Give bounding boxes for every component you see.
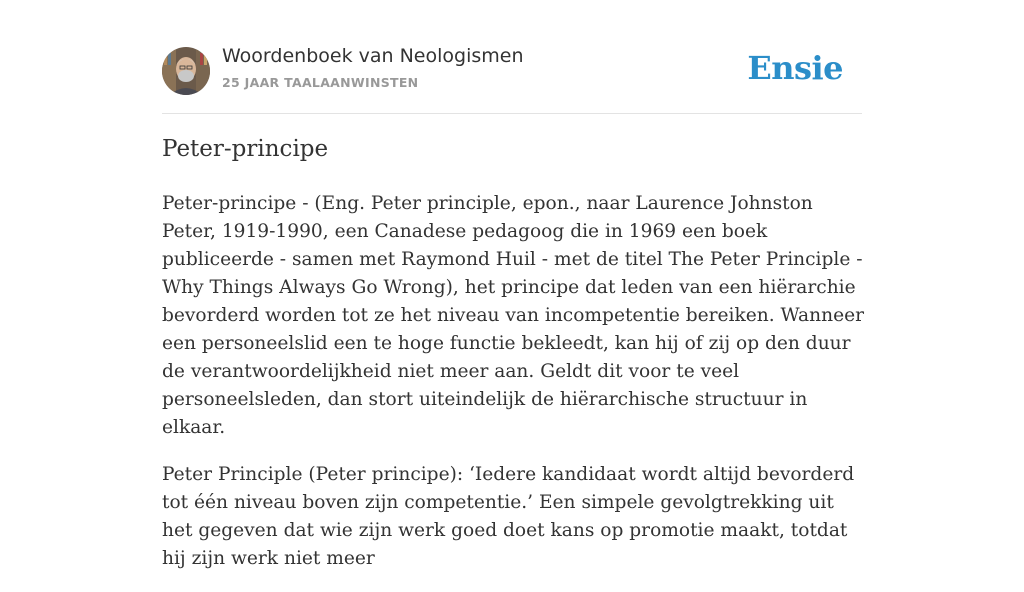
ensie-logo-link[interactable]: Ensie <box>747 49 843 87</box>
page-title: Peter-principe <box>162 136 329 162</box>
page-container <box>162 0 864 569</box>
author-avatar[interactable] <box>162 47 210 95</box>
article-paragraph: Peter-principe - (Eng. Peter principle, epon., naar Laurence Johnston Peter, 1919-1990, een Canadese pedagoog die in 1969 een boek publiceerde - samen met Raymond Huil - met de titel The Peter Principle - Why Things Always Go Wrong), het principe dat leden van een hiërarchie bevorderd worden tot ze het niveau van incompetentie bereiken. Wanneer een personeelslid een te hoge functie bekleedt, kan hij of zij op den duur de verantwoordelijkheid niet meer aan. Geldt dit voor te veel personeelsleden, dan stort uiteindelijk de hiërarchische structuur in elkaar. <box>162 193 864 438</box>
site-header <box>162 0 862 114</box>
site-title-link[interactable]: Woordenboek van Neologismen <box>222 45 524 67</box>
site-subtitle: 25 JAAR TAALAANWINSTEN <box>222 75 419 90</box>
article-body <box>162 190 868 592</box>
article-paragraph: Peter Principle (Peter principe): ‘Iedere kandidaat wordt altijd bevorderd tot één niveau boven zijn competentie.’ Een simpele gevolgtrekking uit het gegeven dat wie zijn werk goed doet kans op promotie maakt, totdat hij zijn werk niet meer <box>162 464 855 569</box>
author-portrait-icon <box>162 47 210 95</box>
